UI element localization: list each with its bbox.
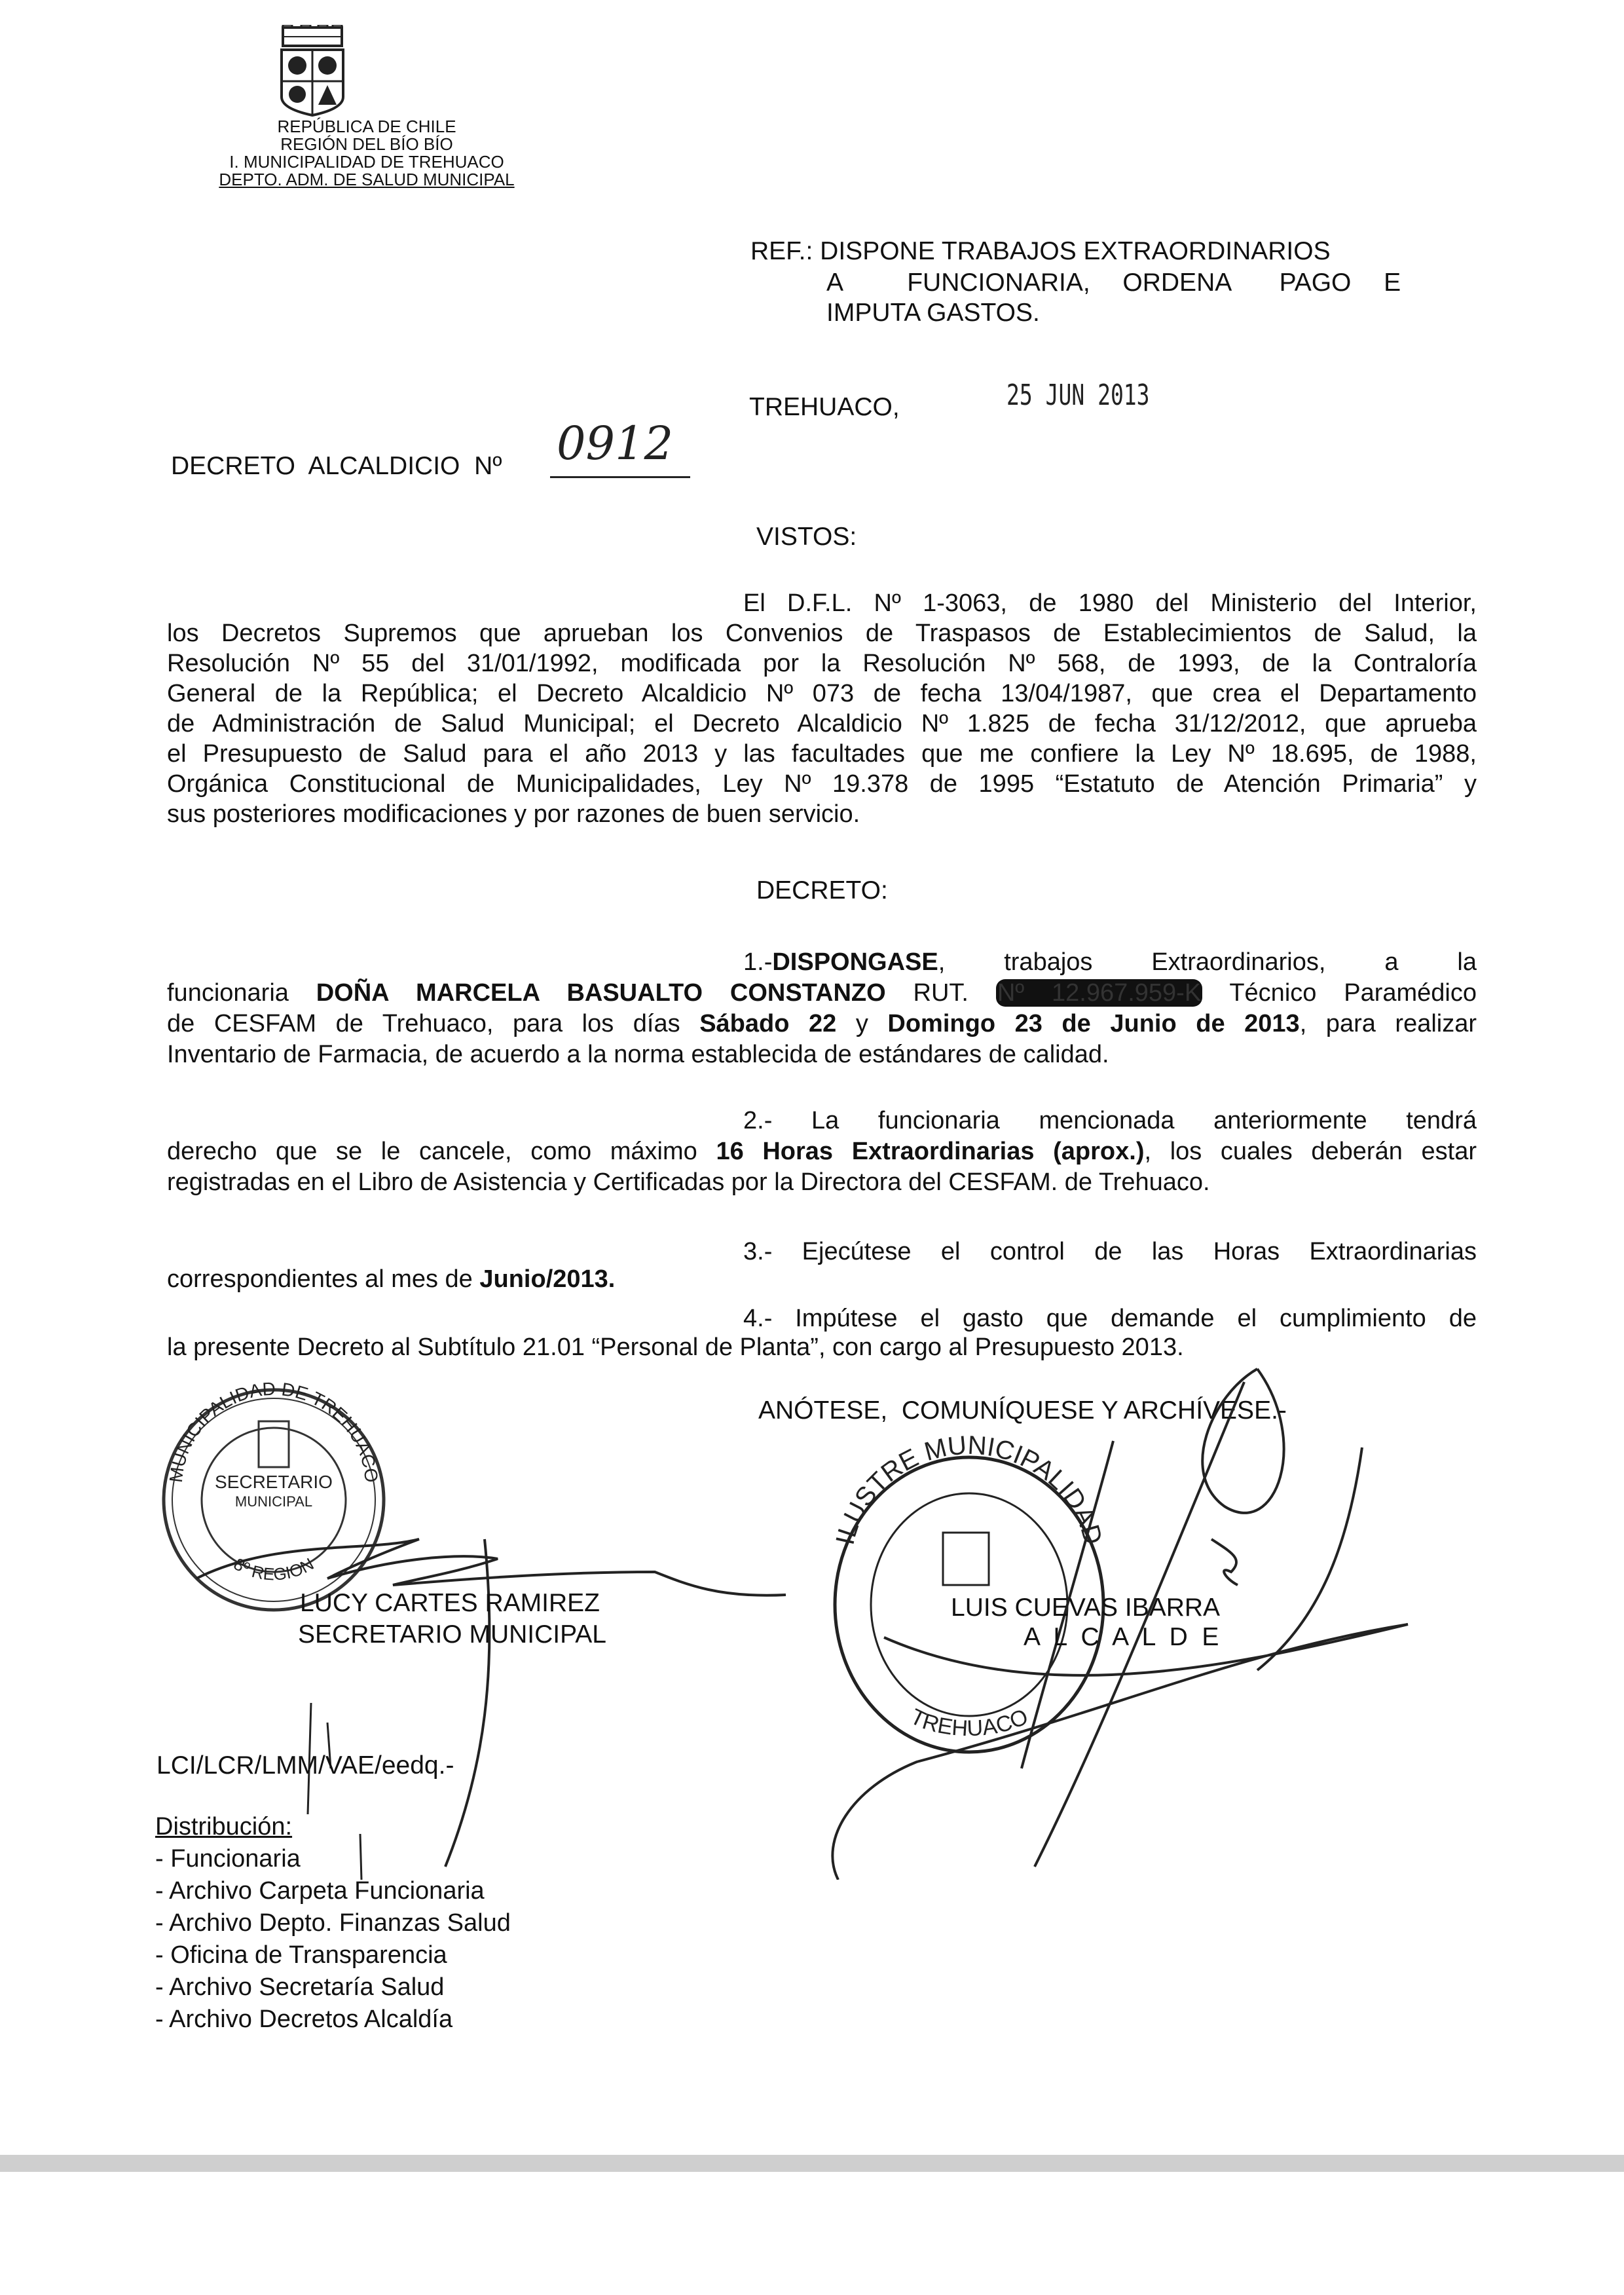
seal-ring-text: ILUSTRE MUNICIPALIDAD (830, 1430, 1108, 1548)
seal-ring-text: MUNICIPALIDAD DE TREHUACO (165, 1378, 382, 1484)
text-segment: RUT. (885, 979, 996, 1007)
decree-article-1-line (167, 978, 1477, 1008)
vistos-paragraph-line (167, 799, 1477, 829)
text-segment: , para realizar (1299, 1010, 1477, 1037)
seal-bottom-text: TREHUACO (906, 1704, 1032, 1742)
bold-text: DISPONGASE (772, 948, 938, 976)
distribution-item: - Archivo Secretaría Salud (155, 1973, 445, 2001)
vistos-paragraph-line (167, 739, 1477, 769)
distribution-title: Distribución: (155, 1813, 293, 1840)
letterhead-region: REGIÓN DEL BÍO BÍO (280, 134, 453, 154)
distribution-item: - Oficina de Transparencia (155, 1941, 447, 1969)
seal-center-text: SECRETARIO (215, 1472, 333, 1492)
bold-text: Sábado 22 (699, 1010, 837, 1037)
text-segment: la presente Decreto al Subtítulo 21.01 “Personal de Planta”, con cargo al Presupuesto 2013. (167, 1334, 1184, 1361)
svg-text:ILUSTRE MUNICIPALIDAD (830, 1431, 1107, 1548)
text-segment: sus posteriores modificaciones y por razones de buen servicio. (167, 800, 860, 828)
text-segment: derecho que se le cancele, como máximo (167, 1138, 716, 1165)
letterhead-department: DEPTO. ADM. DE SALUD MUNICIPAL (219, 170, 515, 189)
text-segment: de Administración de Salud Municipal; el Decreto Alcaldicio Nº 1.825 de fecha 31/12/2012, que aprueba (167, 710, 1477, 737)
letterhead (216, 118, 517, 189)
reference-line-1: REF.: DISPONE TRABAJOS EXTRAORDINARIOS (750, 237, 1331, 265)
secretary-seal (164, 1379, 384, 1610)
text-segment: correspondientes al mes de (167, 1265, 480, 1293)
vistos-paragraph-line (167, 769, 1477, 799)
text-segment: 3.- Ejecútese el control de las Horas Extraordinarias (743, 1238, 1477, 1265)
reference-line-2: A FUNCIONARIA, ORDENA PAGO E (826, 269, 1401, 297)
decree-article-1-line (743, 947, 1477, 977)
bold-text: 16 Horas Extraordinarias (aprox.) (716, 1138, 1145, 1165)
bold-text: Domingo 23 de Junio de 2013 (887, 1010, 1300, 1037)
decree-article-2-line (167, 1136, 1477, 1166)
text-segment: , trabajos Extraordinarios, a la (938, 948, 1477, 976)
decree-article-4-line (743, 1303, 1477, 1334)
svg-text:8º REGION (231, 1554, 317, 1584)
mayor-seal (830, 1431, 1107, 1752)
date-stamp: 25 JUN 2013 (1006, 379, 1150, 412)
text-segment: registradas en el Libro de Asistencia y Certificadas por la Directora del CESFAM. de Trehuaco. (167, 1168, 1210, 1196)
place: TREHUACO, (749, 393, 900, 421)
bold-text: DOÑA MARCELA BASUALTO CONSTANZO (316, 979, 886, 1007)
text-segment: General de la República; el Decreto Alcaldicio Nº 073 de fecha 13/04/1987, que crea el Departamento (167, 680, 1477, 707)
decree-article-1-line (167, 1039, 1477, 1070)
text-segment: de CESFAM de Trehuaco, para los días (167, 1010, 700, 1037)
seal-center-text-2: MUNICIPAL (234, 1493, 313, 1510)
text-segment: Inventario de Farmacia, de acuerdo a la norma establecida de estándares de calidad. (167, 1041, 1109, 1068)
distribution-list (155, 1811, 511, 2036)
text-segment: el Presupuesto de Salud para el año 2013 y las facultades que me confiere la Ley Nº 18.695, de 1988, (167, 740, 1477, 768)
municipal-crest-logo (275, 25, 350, 117)
stamps-and-signatures (0, 1343, 1624, 1880)
text-segment: , los cuales deberán estar (1144, 1138, 1477, 1165)
decreto-heading: DECRETO: (756, 876, 888, 905)
decree-number-underline (550, 476, 690, 478)
decree-number-handwritten: 0912 (557, 417, 674, 470)
vistos-paragraph-line (167, 679, 1477, 709)
vistos-heading: VISTOS: (756, 523, 857, 551)
letterhead-municipality: I. MUNICIPALIDAD DE TREHUACO (229, 152, 504, 172)
distribution-item: - Archivo Decretos Alcaldía (155, 2006, 453, 2033)
text-segment: El D.F.L. Nº 1-3063, de 1980 del Ministerio del Interior, (743, 589, 1477, 617)
scan-edge-bar (0, 2155, 1624, 2172)
vistos-paragraph-line (167, 709, 1477, 739)
text-segment: 2.- La funcionaria mencionada anteriormente tendrá (743, 1107, 1477, 1134)
text-segment: Resolución Nº 55 del 31/01/1992, modificada por la Resolución Nº 568, de 1993, de la Contraloría (167, 650, 1477, 677)
text-segment: y (836, 1010, 888, 1037)
bold-text: Junio/2013. (479, 1265, 616, 1293)
seal-bottom-text: 8º REGION (230, 1554, 318, 1584)
vistos-paragraph-line (167, 648, 1477, 679)
decree-article-2-line (743, 1106, 1477, 1136)
text-segment: 1.- (743, 948, 773, 976)
text-segment: Orgánica Constitucional de Municipalidades, Ley Nº 19.378 de 1995 “Estatuto de Atención Primaria” y (167, 770, 1477, 798)
redacted-rut: Nº 12.967.959-K (997, 979, 1202, 1007)
closing-formula: ANÓTESE, COMUNÍQUESE Y ARCHÍVESE.- (758, 1396, 1287, 1425)
text-segment: 4.- Impútese el gasto que demande el cumplimiento de (743, 1305, 1477, 1332)
decree-article-1-line (167, 1009, 1477, 1039)
text-segment: funcionaria (167, 979, 316, 1007)
reference-line-3: IMPUTA GASTOS. (826, 299, 1040, 327)
mayor-name: LUIS CUEVAS IBARRA (951, 1594, 1221, 1622)
vistos-paragraph-line (743, 588, 1477, 618)
vistos-paragraph-line (167, 618, 1477, 648)
decree-article-3-line (167, 1264, 1477, 1294)
text-segment: los Decretos Supremos que aprueban los Convenios de Traspasos de Establecimientos de Salud, la (167, 620, 1477, 647)
text-segment: Técnico Paramédico (1202, 979, 1477, 1007)
distribution-item: - Funcionaria (155, 1845, 301, 1873)
decree-article-3-line (743, 1237, 1477, 1267)
secretary-name: LUCY CARTES RAMIREZ (300, 1589, 600, 1617)
distribution-item: - Archivo Carpeta Funcionaria (155, 1877, 485, 1905)
mayor-title: A L C A L D E (1024, 1623, 1219, 1651)
decree-label: DECRETO ALCALDICIO Nº (171, 452, 502, 480)
initials: LCI/LCR/LMM/VAE/eedq.- (157, 1751, 454, 1780)
distribution-item: - Archivo Depto. Finanzas Salud (155, 1909, 511, 1937)
secretary-title: SECRETARIO MUNICIPAL (298, 1620, 606, 1649)
decree-article-2-line (167, 1167, 1477, 1197)
letterhead-country: REPÚBLICA DE CHILE (277, 117, 456, 136)
